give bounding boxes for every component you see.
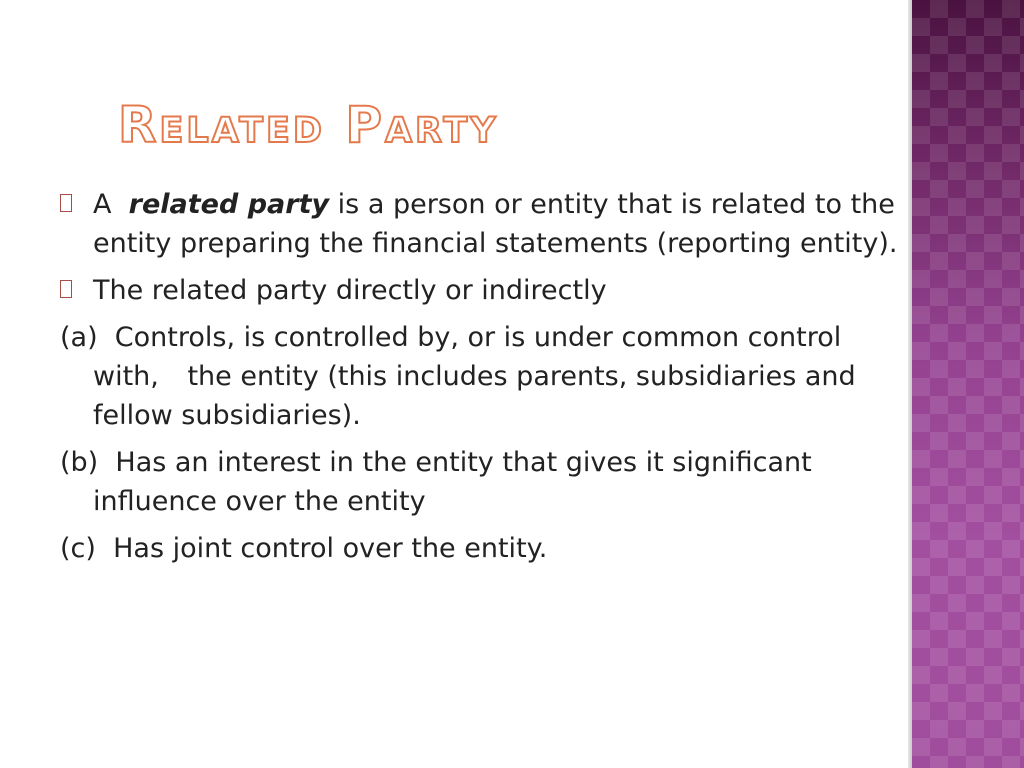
item-text-continued: the entity (this includes parents, subsidiaries and fellow subsidiaries).	[93, 361, 856, 431]
bullet-lead: A	[93, 189, 112, 220]
item-text: Has an interest in the entity that gives it significant influence over the entity	[93, 447, 812, 517]
bullet-icon	[60, 194, 72, 212]
item-c	[60, 529, 900, 568]
bullet-icon	[60, 280, 72, 298]
bullet-directly	[60, 271, 900, 310]
bullet-text: The related party directly or indirectly	[93, 275, 607, 306]
bullet-definition	[60, 185, 900, 263]
decorative-side-band	[912, 0, 1024, 768]
bullet-emphasis: related party	[128, 189, 330, 220]
item-prefix: (b)	[60, 447, 99, 478]
bullet-rest: is a person or entity that is related to the entity preparing the financial statements (reporting entity).	[93, 189, 898, 259]
item-b	[60, 443, 900, 521]
item-text: Controls, is controlled by, or is under common control with,	[93, 322, 842, 392]
slide-title: Related Party	[118, 96, 499, 154]
item-text: Has joint control over the entity.	[113, 533, 548, 564]
item-prefix: (c)	[60, 533, 96, 564]
item-a	[60, 318, 900, 435]
item-prefix: (a)	[60, 322, 98, 353]
slide-body	[60, 185, 900, 576]
